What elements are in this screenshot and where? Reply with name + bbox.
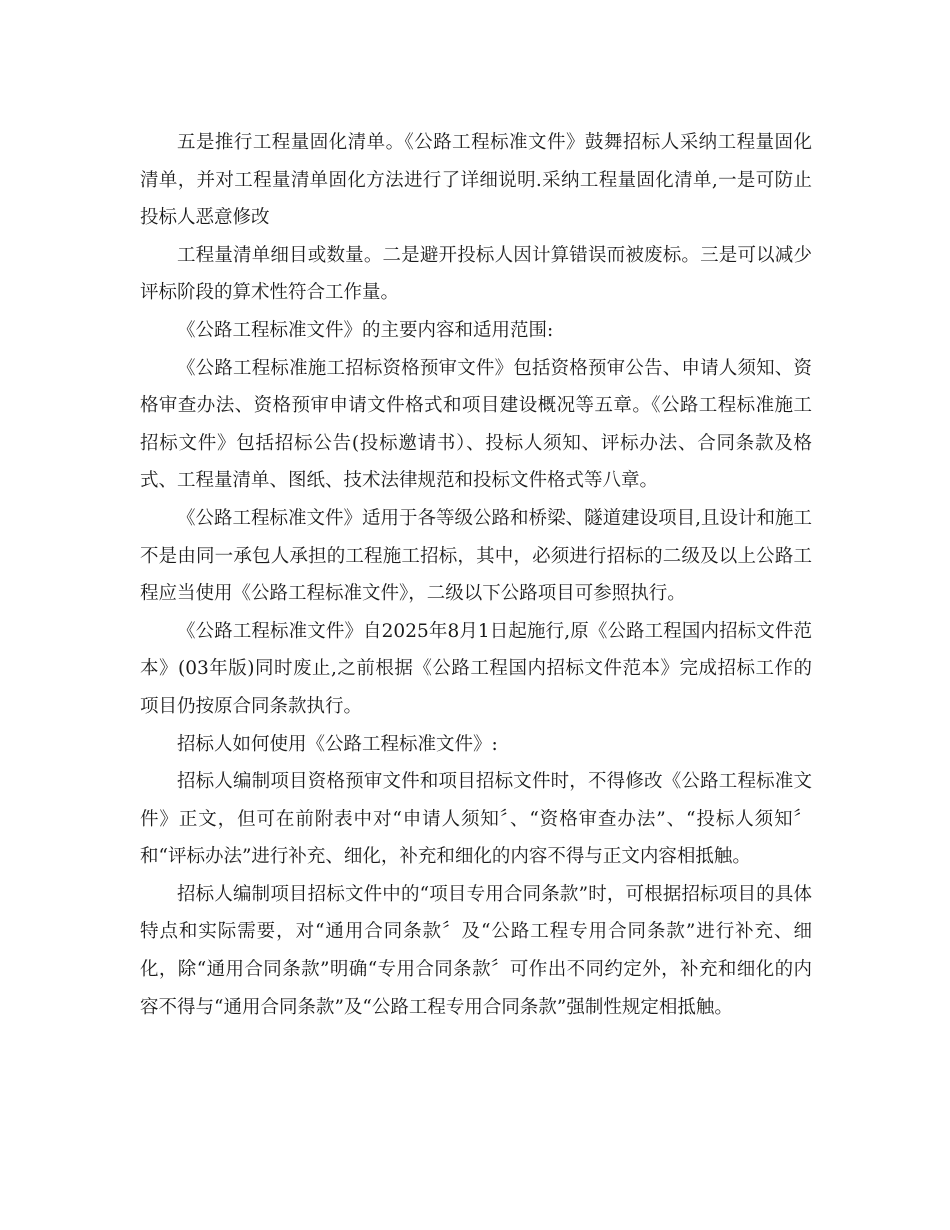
paragraph-1: 五是推行工程量固化清单。《公路工程标准文件》鼓舞招标人采纳工程量固化清单，并对工程量清单固化方法进行了详细说明.采纳工程量固化清单,一是可防止投标人恶意修改 [140, 132, 812, 229]
paragraph-3: 《公路工程标准文件》的主要内容和适用范围: [177, 319, 554, 341]
paragraph-7: 招标人如何使用《公路工程标准文件》: [177, 733, 498, 755]
paragraph-2: 工程量清单细目或数量。二是避开投标人因计算错误而被废标。三是可以减少评标阶段的算术性符合工作量。 [140, 244, 812, 304]
document-body [140, 124, 812, 1026]
paragraph-9: 招标人编制项目招标文件中的“项目专用合同条款”时，可根据招标项目的具体特点和实际需要，对“通用合同条款〞及“公路工程专用合同条款”进行补充、细化，除“通用合同条款”明确“专用合同条款〞可作出不同约定外，补充和细化的内容不得与“通用合同条款”及“公路工程专用合同条款”强制性规定相抵触。 [140, 883, 812, 1018]
paragraph-4: 《公路工程标准施工招标资格预审文件》包括资格预审公告、申请人须知、资格审查办法、资格预审申请文件格式和项目建设概况等五章。《公路工程标准施工招标文件》包括招标公告(投标邀请书）、投标人须知、评标办法、合同条款及格式、工程量清单、图纸、技术法律规范和投标文件格式等八章。 [140, 357, 812, 492]
paragraph-5: 《公路工程标准文件》适用于各等级公路和桥梁、隧道建设项目,且设计和施工不是由同一承包人承担的工程施工招标，其中，必须进行招标的二级及以上公路工程应当使用《公路工程标准文件》，二级以下公路项目可参照执行。 [140, 507, 812, 605]
paragraph-6: 《公路工程标准文件》自2025年8月1日起施行,原《公路工程国内招标文件范本》(03年版)同时废止,之前根据《公路工程国内招标文件范本》完成招标工作的项目仍按原合同条款执行。 [140, 620, 812, 717]
paragraph-8: 招标人编制项目资格预审文件和项目招标文件时，不得修改《公路工程标准文件》正文，但可在前附表中对“申请人须知〞、“资格审查办法”、“投标人须知〞和“评标办法”进行补充、细化，补充和细化的内容不得与正文内容相抵触。 [140, 771, 812, 868]
